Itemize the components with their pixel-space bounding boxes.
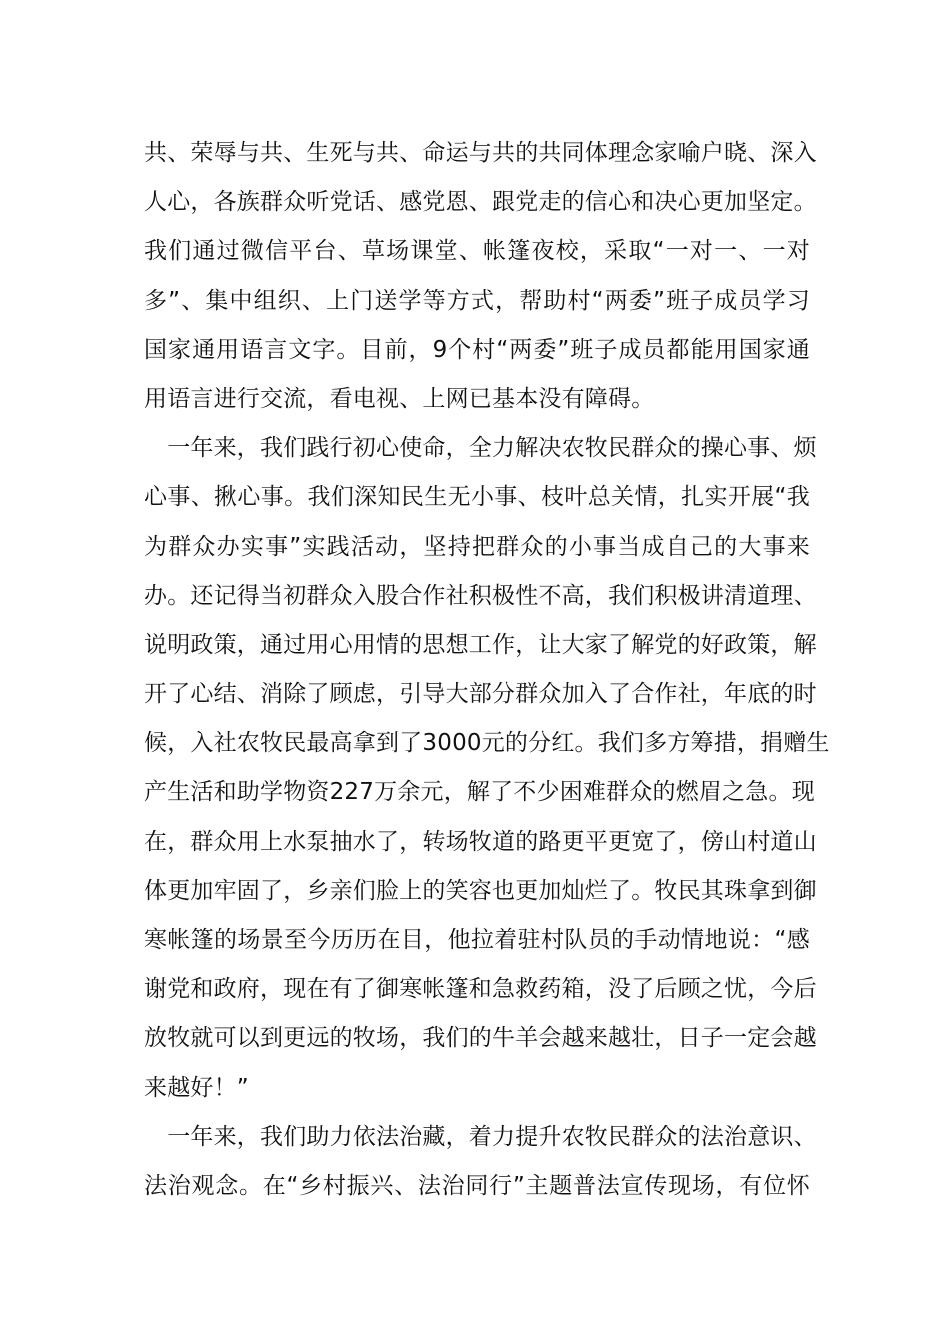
text-line: 谢党和政府，现在有了御寒帐篷和急救药箱，没了后顾之忧，今后 [144, 976, 817, 1003]
text-line: 体更加牢固了，乡亲们脸上的笑容也更加灿烂了。牧民其珠拿到御 [144, 877, 817, 904]
text-line: 候，入社农牧民最高拿到了3000元的分红。我们多方筹措，捐赠生 [144, 730, 830, 757]
text-line: 在，群众用上水泵抽水了，转场牧道的路更平更宽了，傍山村道山 [144, 828, 817, 855]
text-line: 人心，各族群众听党话、感党恩、跟党走的信心和决心更加坚定。 [144, 189, 817, 216]
text-line: 开了心结、消除了顾虑，引导大部分群众加入了合作社，年底的时 [144, 681, 817, 708]
text-line: 一年来，我们助力依法治藏，着力提升农牧民群众的法治意识、 [144, 1123, 817, 1150]
text-line: 共、荣辱与共、生死与共、命运与共的共同体理念家喻户晓、深入 [144, 140, 817, 166]
text-line: 办。还记得当初群众入股合作社积极性不高，我们积极讲清道理、 [144, 582, 817, 609]
text-line: 说明政策，通过用心用情的思想工作，让大家了解党的好政策，解 [144, 631, 817, 658]
text-line: 放牧就可以到更远的牧场，我们的牛羊会越来越壮，日子一定会越 [144, 1025, 817, 1052]
text-line: 法治观念。在“乡村振兴、法治同行”主题普法宣传现场，有位怀 [144, 1172, 810, 1199]
document-body [144, 129, 830, 1211]
text-line: 用语言进行交流，看电视、上网已基本没有障碍。 [144, 385, 655, 412]
text-line: 为群众办实事”实践活动，坚持把群众的小事当成自己的大事来 [144, 533, 810, 560]
text-line: 一年来，我们践行初心使命，全力解决农牧民群众的操心事、烦 [144, 435, 817, 462]
text-line: 国家通用语言文字。目前，9个村“两委”班子成员都能用国家通 [144, 336, 810, 363]
text-line: 我们通过微信平台、草场课堂、帐篷夜校，采取“一对一、一对 [144, 238, 810, 265]
text-line: 心事、揪心事。我们深知民生无小事、枝叶总关情，扎实开展“我 [144, 484, 810, 511]
text-line: 来越好！” [144, 1074, 249, 1101]
text-line: 寒帐篷的场景至今历历在目，他拉着驻村队员的手动情地说：“感 [144, 927, 810, 953]
text-line: 产生活和助学物资227万余元，解了不少困难群众的燃眉之急。现 [144, 779, 815, 806]
text-line: 多”、集中组织、上门送学等方式，帮助村“两委”班子成员学习 [144, 287, 810, 314]
